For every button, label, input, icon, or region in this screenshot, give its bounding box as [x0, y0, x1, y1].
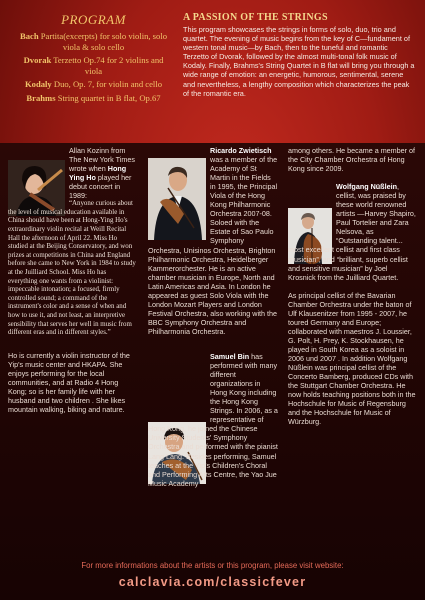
photo-spacer [288, 182, 336, 242]
program-item [16, 31, 171, 52]
photo-spacer [8, 146, 69, 208]
composer-name: Brahms [26, 92, 56, 103]
hong-bio-text [8, 146, 136, 338]
wolfgang-name: Wolfgang Nüßlein [336, 182, 397, 192]
ricardo-zwietisch-bio [148, 146, 278, 488]
composer-name: Bach [19, 31, 39, 41]
program-item [16, 55, 171, 76]
work-title: Partita(excerpts) for solo violin, solo viola & solo cello [38, 31, 168, 52]
wolfgang-career: As principal cellist of the Bavarian Chamber Orchestra under the baton of Ulf Klausenitzer from 1995 - 2007, he toured Germany and Europe; collaborated with maestros J. Loussier, G. Polt, H. Prey, K. Stockhausen, he played in South Korea as a soloist in 2006 und 2007 . In addition Wolfgang Nüßlein was principal cellist of the Concerto Bamberg, produced CDs with the Stuttgart Chamber Orchestra. He now holds teaching positions both in the Hochschule for Music of Regensburg and the Hochschule for Music of Würzburg. [288, 290, 416, 427]
program-item [16, 79, 171, 90]
composer-name: Dvorak [23, 55, 52, 66]
ricardo-continued: among others. He became a member of the City Chamber Orchestra of Hong Kong since 2009. [288, 146, 416, 174]
footer-info: For more informations about the artists or this program, please visit website: [81, 561, 344, 570]
ricardo-body: was a member of the Academy of St Martin in the Fields in 1995, the Principal Viola of the Hong Kong Philharmonic Orchestra 2007-08. Soloed with the Estate of Sao Paulo Symphony Orchestra, Unisinos Orchestra, Brighton Philharmonic Orchestra, Heidelberger Kammerorchester. He is an active chamber musician in Europe, North and Latin Americas and Asia. In London he appeared as guest Solo Viola with the London Mozart Players and London Festival Orchestra, also working with the BBC Symphony Orchestra and Philharmonia Orchestra. [148, 155, 278, 336]
passion-description: This program showcases the strings in forms of solo, duo, trio and quartet. The evening of music begins from the key of C—fundament of western tonal music—by Bach, then to the tuneful and romantic Terzetto of Dvorak, followed by the almost multi-tonal folk music of Kodaly. Finally, Brahms's String Quartet in B flat will bring you through a wide range of emotion: an energetic, humorous, sentimental, serene and nevertheless, a lengthy composition which characterizes the peak of the romantic era. [183, 25, 415, 98]
samuel-body: has performed with many different organizations in Hong Kong including the Hong Kong Strings. In 2006, as a representative of Hong Kong, he joined the Chinese University Students' Symphony Orchestra and performed with the pianist Lang Lang. Besides performing, Samuel teaches at the Yip's Children's Choral and Performing Arts Centre, the Yao Jue Music Academy [148, 351, 278, 488]
photo-spacer [148, 146, 210, 238]
program-section [16, 12, 171, 107]
hong-ying-ho-bio [8, 146, 136, 414]
program-item [16, 93, 171, 104]
hong-intro-pre: Allan Kozinn from The New York Times wrote when [69, 146, 135, 174]
composer-name: Kodaly [24, 79, 52, 90]
column-three [288, 146, 416, 426]
ricardo-bio-text [148, 146, 278, 336]
wolfgang-body: , cellist, was praised by these world renowned artists —Harvey Shapiro, Paul Tortelier and Zara Nelsova, as “Outstanding talent... most excellent cellist and first class musician”, and “brilliant, superb cellist and sensitive musician” by Joel Krosnick from the Juilliard Quartet. [288, 182, 416, 282]
hong-quote: “Anyone curious about the level of musical education available in China should have been at Hong-Ying Ho's extraordinary violin recital at Weill Recital Hall the afternoon of April 22. Miss Ho studied at the Beijing Conservatory, and won prizes at competitions in China and England before she came to New York in 1984 to study at the Juilliard School. Miss Ho has everything one wants from a violinist: impeccable intonation; a focused, firmly controlled sound; a command of the instrument's color and a sense of when and how to use it, and not least, an interpretive sensibility that serves her well in music from different eras and in different styles.” [8, 200, 136, 337]
passion-section [183, 12, 415, 98]
samuel-name: Samuel Bin [210, 351, 250, 361]
passion-title: A PASSION OF THE STRINGS [183, 12, 328, 23]
work-title: Terzetto Op.74 for 2 violins and viola [51, 55, 164, 76]
hong-name: Hong Ying Ho [69, 164, 127, 183]
hong-intro-post: played her debut concert in 1989: [69, 173, 132, 201]
samuel-bin-bio [148, 352, 278, 488]
program-title: PROGRAM [61, 12, 126, 27]
hong-current: Ho is currently a violin instructor of the Yip's music center and HKAPA. She enjoys performing for the local communities, and at Radio 4 Hong Kong; so is her family life with her husband and two children . She likes mountain walking, biking and nature. [8, 350, 130, 415]
website-link[interactable]: calclavia.com/classicfever [118, 575, 307, 589]
work-title: Duo, Op. 7, for violin and cello [51, 79, 163, 90]
photo-spacer [148, 352, 210, 418]
work-title: String quartet in B flat, Op.67 [55, 92, 161, 103]
wolfgang-nusslein-bio [288, 182, 416, 282]
ricardo-name: Ricardo Zwietisch [210, 146, 272, 155]
